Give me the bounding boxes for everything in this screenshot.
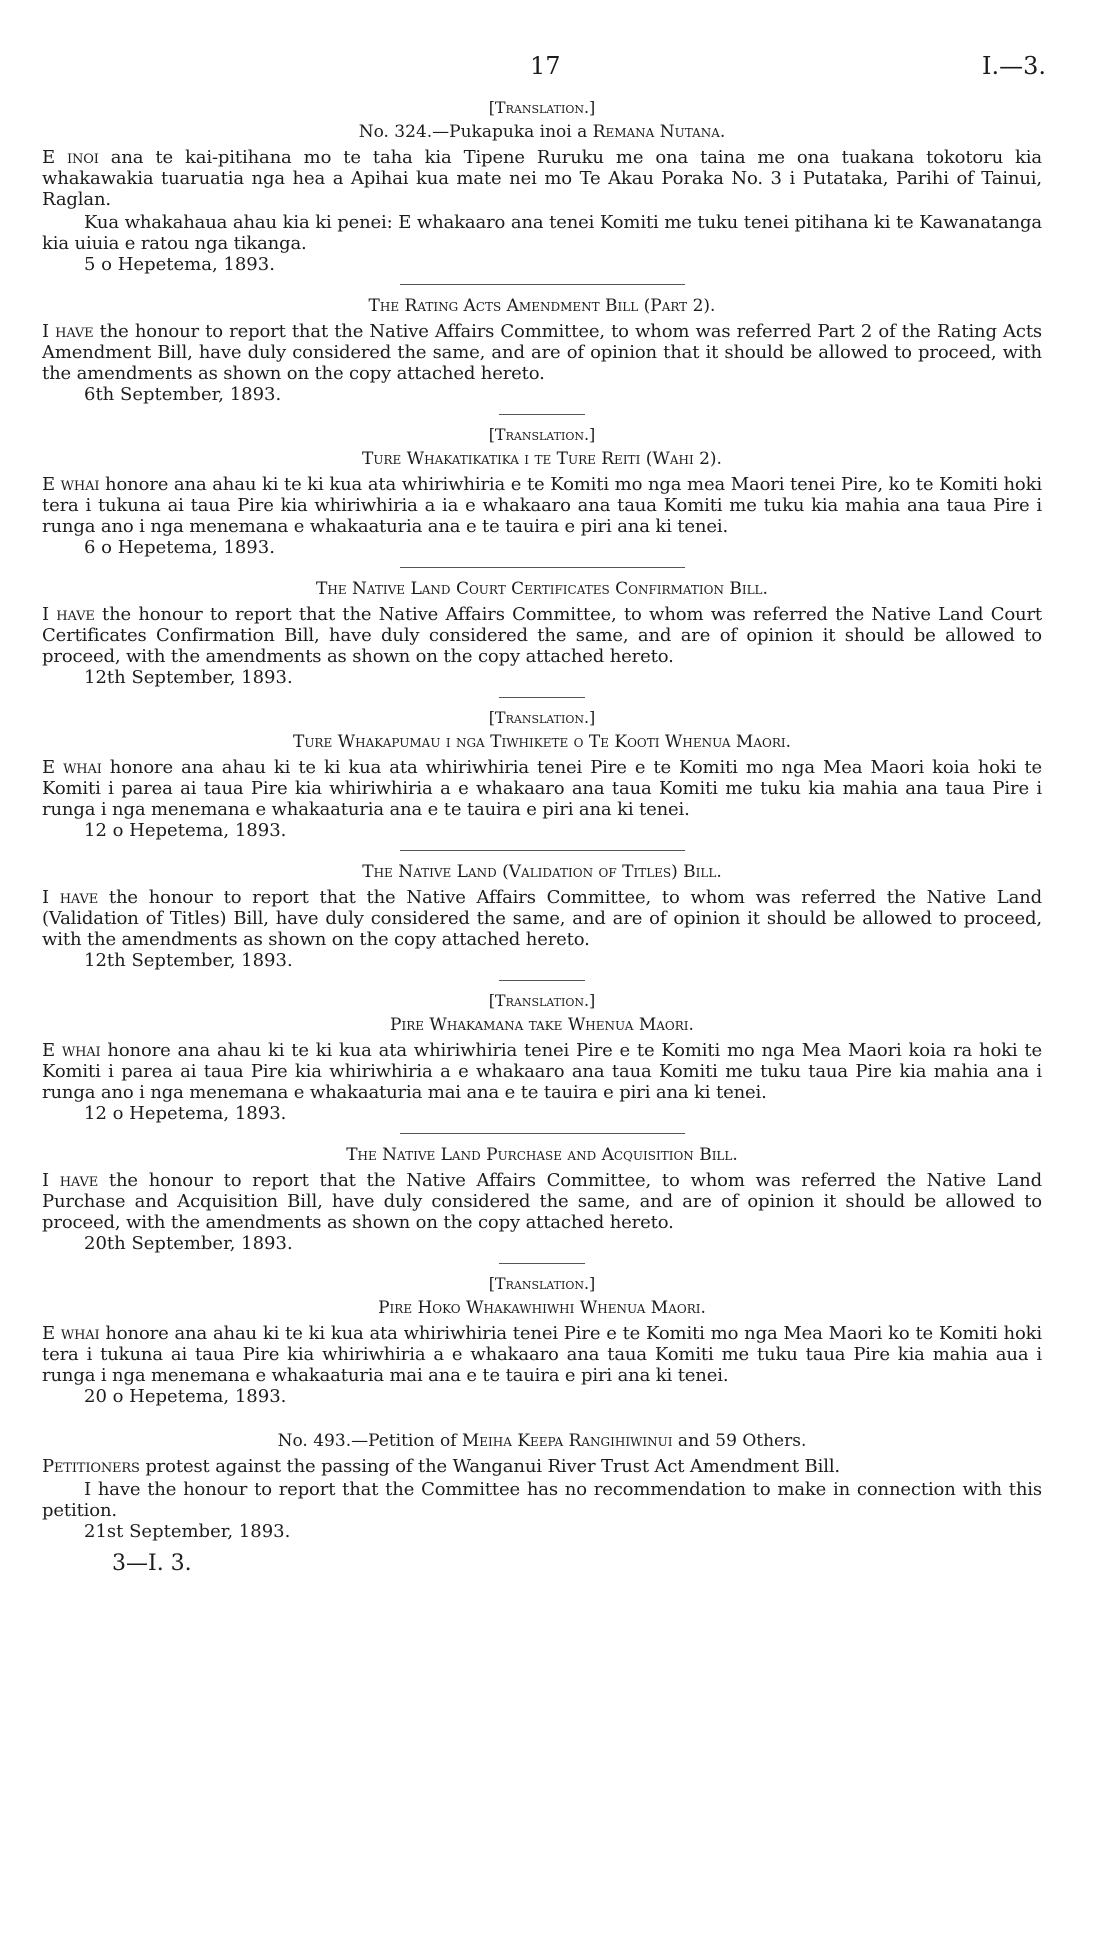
paragraph: Kua whakahaua ahau kia ki penei: E whakaaro ana tenei Komiti me tuku tenei pitihana ki te Kawanatanga kia uiuia e ratou nga tikanga. <box>42 212 1042 254</box>
divider <box>400 1133 685 1134</box>
divider <box>499 697 585 698</box>
section-title: The Native Land Court Certificates Confirmation Bill. <box>316 579 768 599</box>
paragraph: I have the honour to report that the Native Affairs Committee, to whom was referred the Native Land Court Certificates Confirmation Bill, have duly considered the same, and are of opinion it should be allowed to proceed, with the amendments as shown on the copy attached hereto. <box>42 604 1042 667</box>
section-title: Pire Whakamana take Whenua Maori. <box>390 1015 694 1035</box>
paragraph: E whai honore ana ahau ki te ki kua ata whiriwhiria tenei Pire e te Komiti mo nga Mea Maori koia ra hoki te Komiti i parea ai taua Pire kia whiriwhiria a e whakaaro ana taua Komiti me tuku taua Pire kia mahia ana i runga ano i nga menemana e whakaaturia mai ana e te tauira e piri ana ki tenei. <box>42 1040 1042 1103</box>
section-pire-whakamana <box>42 991 1042 1125</box>
paragraph: I have the honour to report that the Native Affairs Committee, to whom was referred the Native Land Purchase and Acquisition Bill, have duly considered the same, and are of opinion it should be allowed to proceed, with the amendments as shown on the copy attached hereto. <box>42 1170 1042 1233</box>
section-rating-acts <box>42 295 1042 406</box>
page-footer-signature: 3—I. 3. <box>112 1551 192 1576</box>
section-title: The Native Land (Validation of Titles) Bill. <box>362 862 722 882</box>
section-title: The Native Land Purchase and Acquisition Bill. <box>346 1145 738 1165</box>
paragraph: E inoi ana te kai-pitihana mo te taha kia Tipene Ruruku me ona taina me ona tuakana tokotoru kia whakawakia tuaruatia nga hea a Apihai kua mate nei mo Te Akau Poraka No. 3 i Putataka, Parihi of Tainui, Raglan. <box>42 147 1042 210</box>
date-line: 6 o Hepetema, 1893. <box>84 537 275 558</box>
section-petition-324 <box>42 98 1042 276</box>
section-title: No. 324.—Pukapuka inoi a Remana Nutana. <box>358 122 726 142</box>
divider <box>499 414 585 415</box>
section-purchase-acquisition <box>42 1144 1042 1255</box>
date-line: 20 o Hepetema, 1893. <box>84 1386 287 1407</box>
section-title: Pire Hoko Whakawhiwhi Whenua Maori. <box>378 1298 706 1318</box>
section-ture-whakapumau <box>42 708 1042 842</box>
section-certificates-confirmation <box>42 578 1042 689</box>
document-page <box>42 52 1046 1576</box>
section-validation-of-titles <box>42 861 1042 972</box>
date-line: 20th September, 1893. <box>84 1233 293 1254</box>
paragraph: E whai honore ana ahau ki te ki kua ata whiriwhiria tenei Pire e te Komiti mo nga Mea Maori ko te Komiti hoki tera i tukuna ai taua Pire kia whiriwhiria a e whakaaro ana taua Komiti me tuku taua Pire kia mahia aua i runga i nga menemana e whakaaturia mai ana e te tauira e piri ana ki tenei. <box>42 1323 1043 1386</box>
date-line: 5 o Hepetema, 1893. <box>84 254 275 275</box>
date-line: 12th September, 1893. <box>84 667 293 688</box>
section-title: The Rating Acts Amendment Bill (Part 2). <box>368 296 716 316</box>
page-number: 17 <box>530 52 561 80</box>
date-line: 12th September, 1893. <box>84 950 293 971</box>
translation-label: [Translation.] <box>488 991 596 1010</box>
translation-label: [Translation.] <box>488 708 596 727</box>
section-ture-reiti <box>42 425 1042 559</box>
section-petition-493 <box>42 1430 1042 1543</box>
divider <box>499 980 585 981</box>
divider <box>400 284 685 285</box>
section-title: Ture Whakatikatika i te Ture Reiti (Wahi 2). <box>362 449 722 469</box>
paragraph: E whai honore ana ahau ki te ki kua ata whiriwhiria tenei Pire e te Komiti mo nga Mea Maori koia hoki te Komiti i parea ai taua Pire kia whiriwhiria a e whakaaro ana taua Komiti me tuku kia mahia ana taua Pire i runga i nga menemana e whakaaturia ana e te tauira e piri ana ki tenei. <box>42 757 1042 820</box>
translation-label: [Translation.] <box>488 425 596 444</box>
translation-label: [Translation.] <box>488 98 596 117</box>
paragraph: E whai honore ana ahau ki te ki kua ata whiriwhiria e te Komiti mo nga mea Maori tenei Pire, ko te Komiti hoki tera i tukuna ai taua Pire kia whiriwhiria a ia e whakaaro ana taua Komiti me tuku kia mahia ana taua Pire i runga ano i nga menemana e whakaaturia ana e te tauira e piri ana ki tenei. <box>42 474 1042 537</box>
divider <box>400 850 685 851</box>
date-line: 21st September, 1893. <box>84 1521 291 1542</box>
divider <box>400 567 685 568</box>
section-title: Ture Whakapumau i nga Tiwhikete o Te Kooti Whenua Maori. <box>292 732 792 752</box>
document-reference: I.—3. <box>981 52 1046 80</box>
date-line: 6th September, 1893. <box>84 384 282 405</box>
paragraph: I have the honour to report that the Native Affairs Committee, to whom was referred the Native Land (Validation of Titles) Bill, have duly considered the same, and are of opinion it should be allowed to proceed, with the amendments as shown on the copy attached hereto. <box>42 887 1042 950</box>
translation-label: [Translation.] <box>488 1274 596 1293</box>
divider <box>499 1263 585 1264</box>
date-line: 12 o Hepetema, 1893. <box>84 1103 287 1124</box>
date-line: 12 o Hepetema, 1893. <box>84 820 287 841</box>
paragraph: I have the honour to report that the Native Affairs Committee, to whom was referred Part 2 of the Rating Acts Amendment Bill, have duly considered the same, and are of opinion that it should be allowed to proceed, with the amendments as shown on the copy attached hereto. <box>42 321 1042 384</box>
paragraph: I have the honour to report that the Committee has no recommendation to make in connection with this petition. <box>42 1479 1042 1521</box>
section-title: No. 493.—Petition of Meiha Keepa Rangihiwinui and 59 Others. <box>277 1431 807 1451</box>
section-pire-hoko <box>42 1274 1042 1408</box>
page-header <box>42 52 1046 92</box>
paragraph: Petitioners protest against the passing of the Wanganui River Trust Act Amendment Bill. <box>42 1456 841 1477</box>
